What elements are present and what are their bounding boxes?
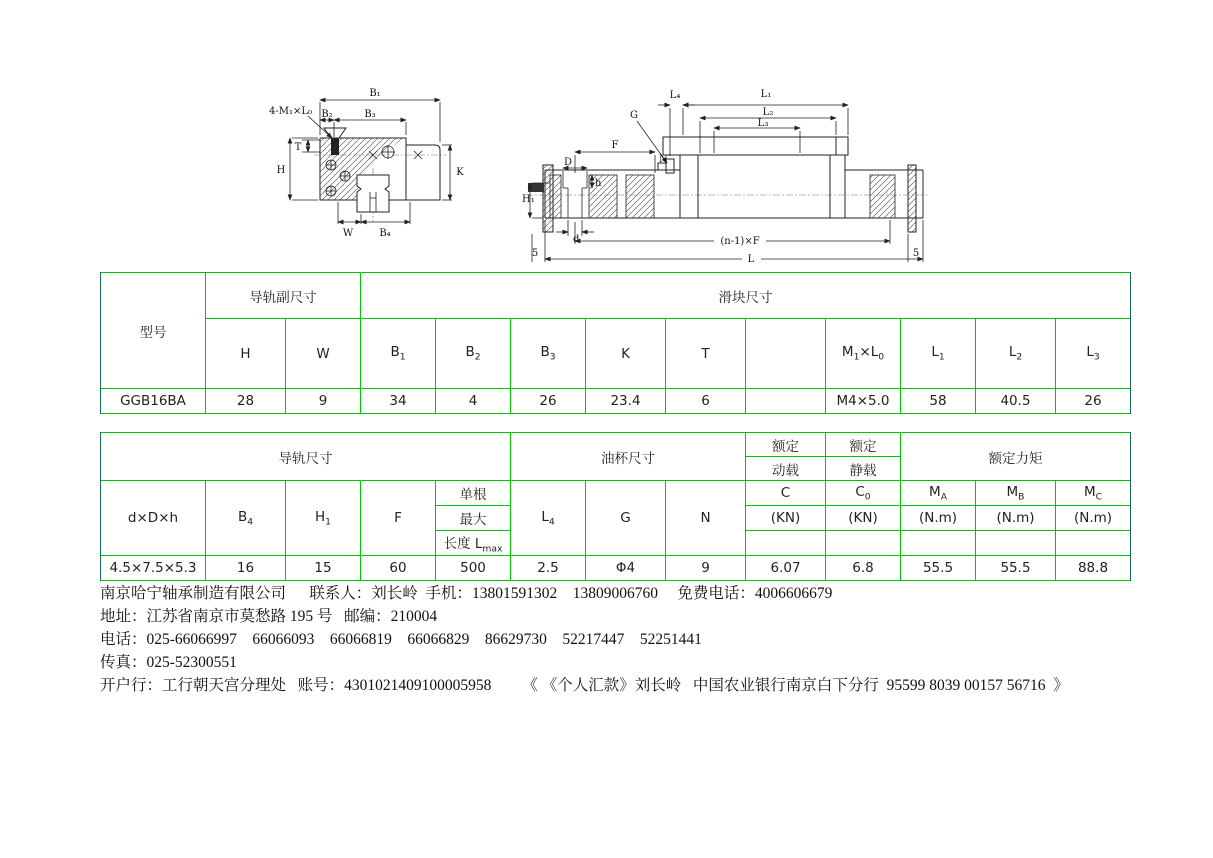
cell: 60 <box>361 556 436 581</box>
col-header: $L_2$ <box>976 319 1056 389</box>
col-header: H <box>206 319 286 389</box>
group-header-oil-cup: 油杯尺寸 <box>511 433 746 481</box>
footer-line-bank: 开户行：工行朝天宫分理处 账号：4301021409100005958 《 《个人汇款》刘长岭 中国农业银行南京白下分行 95599 8039 00157 56716 》 <box>100 677 1069 694</box>
footer-line-fax: 传真：025-52300551 <box>100 654 237 671</box>
cell: 40.5 <box>976 389 1056 414</box>
cell: 15 <box>286 556 361 581</box>
col-header: $M_1\times L_0$ <box>826 319 901 389</box>
group-header-rail: 导轨尺寸 <box>101 433 511 481</box>
col-header-dxDxh: d×D×h <box>101 481 206 556</box>
dim-label-l1: L₁ <box>760 89 772 100</box>
dim-label-g: G <box>630 110 638 121</box>
dim-label-k: K <box>456 167 464 178</box>
footer-contact-block <box>100 582 1069 697</box>
cell: 9 <box>286 389 361 414</box>
dim-label-d-counterbore: D <box>563 157 573 168</box>
side-view-drawing <box>518 80 933 272</box>
dim-label-l-total: L <box>747 254 755 265</box>
col-header-l4: $L_4$ <box>511 481 586 556</box>
col-header-length3: 长度 $L_{max}$ <box>436 531 511 556</box>
dim-label-b1: B₁ <box>369 88 381 99</box>
cell-model: GGB16BA <box>101 389 206 414</box>
cell: M4×5.0 <box>826 389 901 414</box>
cell: 55.5 <box>901 556 976 581</box>
table2-right-edge <box>1130 432 1131 581</box>
cell: 6.07 <box>746 556 826 581</box>
table1-left-edge <box>100 272 101 414</box>
col-header-length2: 最大 <box>436 506 511 531</box>
cell-dxDxh: 4.5×7.5×5.3 <box>101 556 206 581</box>
col-header-mb: $M_B$ <box>976 481 1056 506</box>
cell: 28 <box>206 389 286 414</box>
cell: 26 <box>1056 389 1131 414</box>
col-header: $L_3$ <box>1056 319 1131 389</box>
cell: Φ4 <box>586 556 666 581</box>
group-header-rated-dynamic: 额定 <box>746 433 826 457</box>
col-header-mc-blank <box>1056 531 1131 556</box>
dim-label-l4: L₄ <box>669 90 681 101</box>
cell: 88.8 <box>1056 556 1131 581</box>
dim-label-w: W <box>342 228 354 239</box>
col-header-g: G <box>586 481 666 556</box>
dim-label-h1: H₁ <box>522 194 535 205</box>
cell: 6 <box>666 389 746 414</box>
cell: 34 <box>361 389 436 414</box>
cell: 23.4 <box>586 389 666 414</box>
col-header: $L_1$ <box>901 319 976 389</box>
cell <box>746 389 826 414</box>
dim-label-b3: B₃ <box>364 109 376 120</box>
col-header-ma-unit: (N.m) <box>901 506 976 531</box>
col-header: W <box>286 319 361 389</box>
dim-label-n: N <box>659 154 668 165</box>
col-header-mb-unit: (N.m) <box>976 506 1056 531</box>
cell: 6.8 <box>826 556 901 581</box>
table1-right-edge <box>1130 272 1131 414</box>
dim-label-f: F <box>611 140 619 151</box>
rail-dimensions-table <box>100 432 1131 581</box>
col-header-c0: $C_0$ <box>826 481 901 506</box>
col-header-mc-unit: (N.m) <box>1056 506 1131 531</box>
dim-label-l3: L₃ <box>757 118 769 129</box>
dim-label-b2: B₂ <box>321 109 333 120</box>
group-header-slider: 滑块尺寸 <box>361 273 1131 319</box>
dim-label-d-hole: d <box>573 234 580 245</box>
col-header-h1: $H_1$ <box>286 481 361 556</box>
dim-label-end-right: 5 <box>912 248 920 259</box>
footer-line-address: 地址：江苏省南京市莫愁路 195 号 邮编：210004 <box>100 608 438 625</box>
rail-profile <box>357 175 389 212</box>
bolt-callout-label: 4-M₁×L₀ <box>269 106 313 117</box>
cell: 55.5 <box>976 556 1056 581</box>
col-header-ma-blank <box>901 531 976 556</box>
dim-label-t: T <box>294 142 302 153</box>
col-header: $B_2$ <box>436 319 511 389</box>
col-header-ma: $M_A$ <box>901 481 976 506</box>
col-header-n: N <box>666 481 746 556</box>
group-header-rated-dynamic2: 动载 <box>746 457 826 481</box>
dim-label-end-left: 5 <box>531 248 539 259</box>
col-header-b4: $B_4$ <box>206 481 286 556</box>
col-header: K <box>586 319 666 389</box>
footer-line-phone: 电话：025-66066997 66066093 66066819 66066829 86629730 52217447 52251441 <box>100 631 702 648</box>
group-header-rated-moment: 额定力矩 <box>901 433 1131 481</box>
dim-label-b4: B₄ <box>379 228 391 239</box>
footer-line-company-contact: 南京哈宁轴承制造有限公司 联系人：刘长岭 手机：13801591302 13809006760 免费电话：4006606679 <box>100 585 833 602</box>
group-header-rail-pair: 导轨副尺寸 <box>206 273 361 319</box>
cell: 9 <box>666 556 746 581</box>
col-header-c-blank <box>746 531 826 556</box>
col-header-length1: 单根 <box>436 481 511 506</box>
col-header-c0-blank <box>826 531 901 556</box>
col-header-mc: $M_C$ <box>1056 481 1131 506</box>
model-header: 型号 <box>101 273 206 389</box>
col-header-f: F <box>361 481 436 556</box>
slider-dimensions-table <box>100 272 1131 414</box>
table2-left-edge <box>100 432 101 581</box>
col-header-c0-unit: (KN) <box>826 506 901 531</box>
col-header-c: C <box>746 481 826 506</box>
cell: 4 <box>436 389 511 414</box>
dim-label-l2: L₂ <box>762 107 774 118</box>
col-header-mb-blank <box>976 531 1056 556</box>
group-header-rated-static2: 静载 <box>826 457 901 481</box>
dim-label-h: H <box>276 165 286 176</box>
cell: 500 <box>436 556 511 581</box>
col-header-c-unit: (KN) <box>746 506 826 531</box>
cell: 58 <box>901 389 976 414</box>
cell: 26 <box>511 389 586 414</box>
col-header <box>746 319 826 389</box>
dim-label-h-depth: h <box>595 178 602 189</box>
col-header: $B_3$ <box>511 319 586 389</box>
section-view-drawing <box>268 80 478 245</box>
group-header-rated-static: 额定 <box>826 433 901 457</box>
dim-label-pitch: (n-1)×F <box>720 236 760 247</box>
col-header: $B_1$ <box>361 319 436 389</box>
col-header: T <box>666 319 746 389</box>
cell: 16 <box>206 556 286 581</box>
cell: 2.5 <box>511 556 586 581</box>
